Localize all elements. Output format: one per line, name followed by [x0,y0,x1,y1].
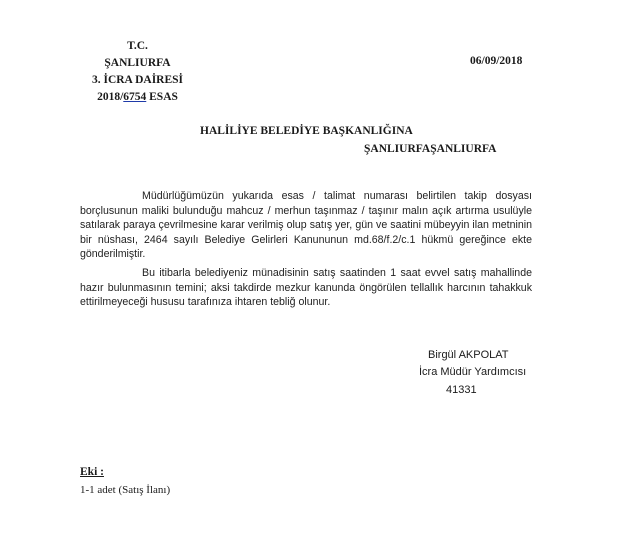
file-number [70,89,205,106]
attachments-label: Eki : [80,466,104,478]
file-id: 6754 [123,91,147,103]
addressee-city: ŞANLIURFAŞANLIURFA [364,143,497,155]
office-label: 3. İCRA DAİRESİ [91,74,184,86]
file-suffix: ESAS [146,91,178,103]
body-paragraph-1: Müdürlüğümüzün yukarıda esas / talimat numarası belirtilen takip dosyası borçlusunun maliki bulunduğu mahcuz / merhun taşınmaz / taşınır malın açık artırma usulüyle satılarak paraya çevrilmesine karar verilmiş olup satış yer, gün ve saatini mübeyyin ilan metninin bir nüshası, 2464 sayılı Belediye Gelirleri Kanununun md.68/f.2/c.1 hükmü gereğince ekte gönderilmiştir. [80,190,532,261]
signatory-number: 41331 [446,384,477,396]
document-date: 06/09/2018 [470,55,523,67]
signatory-name: Birgül AKPOLAT [428,349,509,361]
attachment-item: 1-1 adet (Satış İlanı) [80,484,171,496]
city-label: ŞANLIURFA [104,57,171,69]
signatory-title: İcra Müdür Yardımcısı [419,366,527,378]
court-header [70,38,205,106]
file-year: 2018/ [97,91,124,103]
addressee-title: HALİLİYE BELEDİYE BAŞKANLIĞINA [200,125,413,137]
body-paragraph-2: Bu itibarla belediyeniz münadisinin satış saatinden 1 saat evvel satış mahallinde hazır bulunmasının temini; aksi takdirde mezkur kanunda öngörülen tellallık harcının tahakkuk ettirilmeyeceği hususu tarafınıza ihtaren tebliğ olunur. [80,267,532,309]
country-label: T.C. [127,40,148,52]
